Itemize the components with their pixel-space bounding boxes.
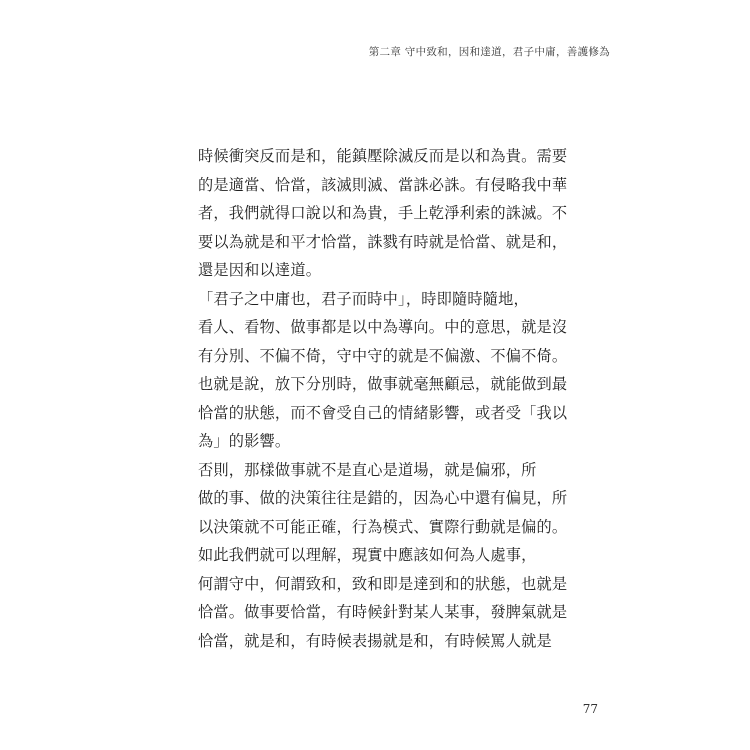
- text-line: 否則，那樣做事就不是直心是道場，就是偏邪，所: [198, 460, 537, 479]
- page-number: 77: [582, 702, 598, 716]
- text-line: 何謂守中，何謂致和，致和即是達到和的狀態，也就是: [198, 574, 568, 593]
- text-line: 的是適當、恰當，該滅則滅、當誅必誅。有侵略我中華: [198, 175, 568, 194]
- text-line: 要以為就是和平才恰當，誅戮有時就是恰當、就是和，: [198, 232, 568, 251]
- text-line: 恰當。做事要恰當，有時候針對某人某事，發脾氣就是: [198, 603, 568, 621]
- paragraph: [198, 456, 570, 542]
- text-line: 如此我們就可以理解，現實中應該如何為人處事，: [198, 546, 537, 564]
- paragraph: [198, 285, 570, 456]
- text-line: 還是因和以達道。: [198, 261, 322, 279]
- text-line: 為」的影響。: [198, 432, 291, 450]
- body-text: [198, 142, 570, 655]
- text-line: 以決策就不可能正確，行為模式、實際行動就是偏的。: [198, 517, 568, 536]
- text-line: 看人、看物、做事都是以中為導向。中的意思，就是沒: [198, 318, 568, 336]
- paragraph: [198, 541, 570, 655]
- paragraph: [198, 142, 570, 285]
- text-line: 恰當，就是和，有時候表揚就是和，有時候罵人就是: [198, 631, 552, 650]
- text-line: 恰當的狀態，而不會受自己的情緒影響，或者受「我以: [198, 403, 568, 422]
- text-line: 者，我們就得口說以和為貴，手上乾淨利索的誅滅。不: [198, 204, 568, 222]
- text-line: 有分別、不偏不倚，守中守的就是不偏激、不偏不倚。: [198, 346, 568, 365]
- text-line: 「君子之中庸也，君子而時中」，時即隨時隨地，: [198, 289, 529, 308]
- running-header: 第二章 守中致和，因和達道，君子中庸，善護修為: [368, 46, 610, 58]
- text-line: 時候衝突反而是和，能鎮壓除滅反而是以和為貴。需要: [198, 147, 568, 165]
- text-line: 做的事、做的決策往往是錯的，因為心中還有偏見，所: [198, 489, 568, 507]
- text-line: 也就是說，放下分別時，做事就毫無顧忌，就能做到最: [198, 375, 568, 393]
